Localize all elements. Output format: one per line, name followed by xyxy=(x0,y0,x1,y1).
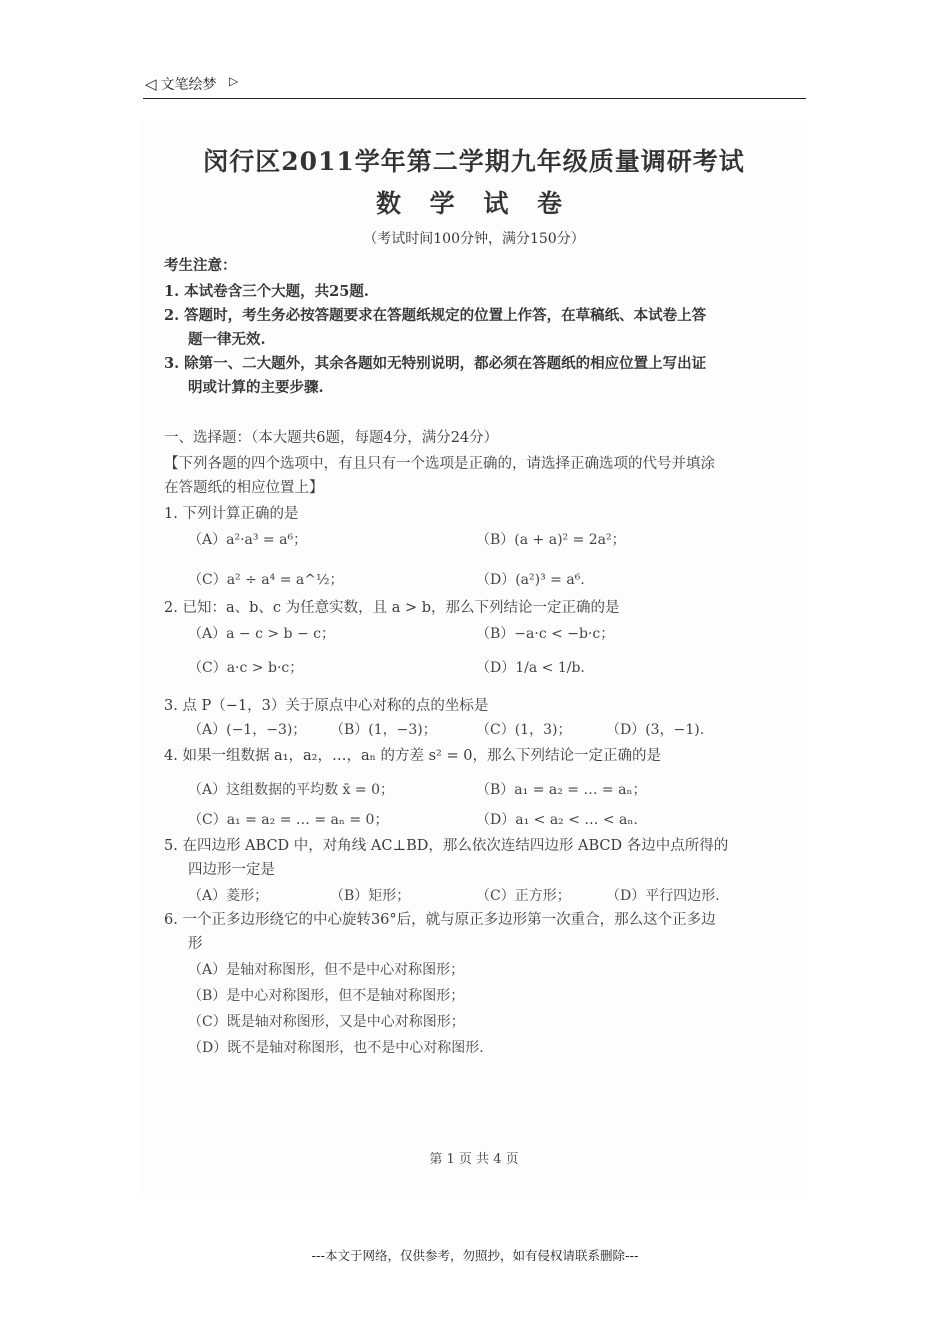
option-a: （A）(−1，−3)； xyxy=(188,722,307,738)
option-b: （B）−a·c < −b·c； xyxy=(476,626,615,642)
option-d: （D）(a²)³ = a⁶. xyxy=(476,572,585,588)
note-item: 明或计算的主要步骤. xyxy=(188,379,324,396)
option-b: （B）矩形； xyxy=(330,888,411,904)
question-stem-cont: 四边形一定是 xyxy=(188,862,275,878)
question-stem: 4. 如果一组数据 a₁，a₂，…，aₙ 的方差 s² = 0，那么下列结论一定正确的是 xyxy=(164,748,661,764)
option-c: （C）正方形； xyxy=(476,888,571,904)
exam-info: （考试时间100分钟，满分150分） xyxy=(363,231,585,247)
option-c: （C）a·c > b·c； xyxy=(188,660,304,676)
note-item: 2. 答题时，考生务必按答题要求在答题纸规定的位置上作答，在草稿纸、本试卷上答 xyxy=(164,307,707,324)
option-a: （A）菱形； xyxy=(188,888,269,904)
option-c: （C）a² ÷ a⁴ = a^½； xyxy=(188,572,344,588)
question-stem: 6. 一个正多边形绕它的中心旋转36°后，就与原正多边形第一次重合，那么这个正多边 xyxy=(164,912,716,928)
option-a: （A）a − c > b − c； xyxy=(188,626,335,642)
exam-subtitle: 数 学 试 卷 xyxy=(375,189,573,218)
option-c: （C）既是轴对称图形，又是中心对称图形； xyxy=(188,1014,465,1030)
triangle-right-icon: ▷ xyxy=(229,74,239,88)
section-instruction: 在答题纸的相应位置上】 xyxy=(164,480,324,496)
option-c: （C）(1，3)； xyxy=(476,722,572,738)
option-d: （D）平行四边形. xyxy=(606,888,720,904)
option-b: （B）(1，−3)； xyxy=(330,722,437,738)
exam-title: 闵行区2011学年第二学期九年级质量调研考试 xyxy=(203,147,745,176)
option-b: （B）是中心对称图形，但不是轴对称图形； xyxy=(188,988,465,1004)
header-brand-block xyxy=(145,74,217,94)
page-header xyxy=(143,72,806,99)
option-d: （D）(3，−1). xyxy=(606,722,705,738)
section-instruction: 【下列各题的四个选项中，有且只有一个选项是正确的，请选择正确选项的代号并填涂 xyxy=(164,456,715,472)
question-stem-cont: 形 xyxy=(188,936,203,952)
option-d: （D）a₁ < a₂ < … < aₙ. xyxy=(476,812,638,828)
option-b: （B）(a + a)² = 2a²； xyxy=(476,532,626,548)
triangle-left-icon: ◁ xyxy=(145,75,157,93)
section-heading: 一、选择题：（本大题共6题，每题4分，满分24分） xyxy=(164,430,499,446)
option-b: （B）a₁ = a₂ = … = aₙ； xyxy=(476,782,647,798)
option-a: （A）这组数据的平均数 x̄ = 0； xyxy=(188,782,394,798)
question-stem: 5. 在四边形 ABCD 中，对角线 AC⊥BD，那么依次连结四边形 ABCD 各边中点所得的 xyxy=(164,838,729,854)
question-stem: 3. 点 P（−1，3）关于原点中心对称的点的坐标是 xyxy=(164,698,489,714)
notes-heading: 考生注意： xyxy=(164,257,237,274)
note-item: 3. 除第一、二大题外，其余各题如无特别说明，都必须在答题纸的相应位置上写出证 xyxy=(164,355,707,372)
option-a: （A）是轴对称图形，但不是中心对称图形； xyxy=(188,962,465,978)
header-brand: 文笔绘梦 xyxy=(160,77,217,93)
question-stem: 2. 已知：a、b、c 为任意实数，且 a > b，那么下列结论一定正确的是 xyxy=(164,600,620,616)
note-item: 1. 本试卷含三个大题，共25题. xyxy=(164,283,369,300)
option-c: （C）a₁ = a₂ = … = aₙ = 0； xyxy=(188,812,389,828)
option-d: （D）既不是轴对称图形，也不是中心对称图形. xyxy=(188,1040,484,1056)
scanned-exam-page xyxy=(140,118,808,1198)
option-d: （D）1/a < 1/b. xyxy=(476,660,585,676)
disclaimer-note: ---本文于网络，仅供参考，勿照抄，如有侵权请联系删除--- xyxy=(311,1248,639,1263)
page-number: 第 1 页 共 4 页 xyxy=(429,1152,519,1167)
note-item: 题一律无效. xyxy=(188,331,266,348)
question-stem: 1. 下列计算正确的是 xyxy=(164,506,299,522)
option-a: （A）a²·a³ = a⁶； xyxy=(188,532,308,548)
